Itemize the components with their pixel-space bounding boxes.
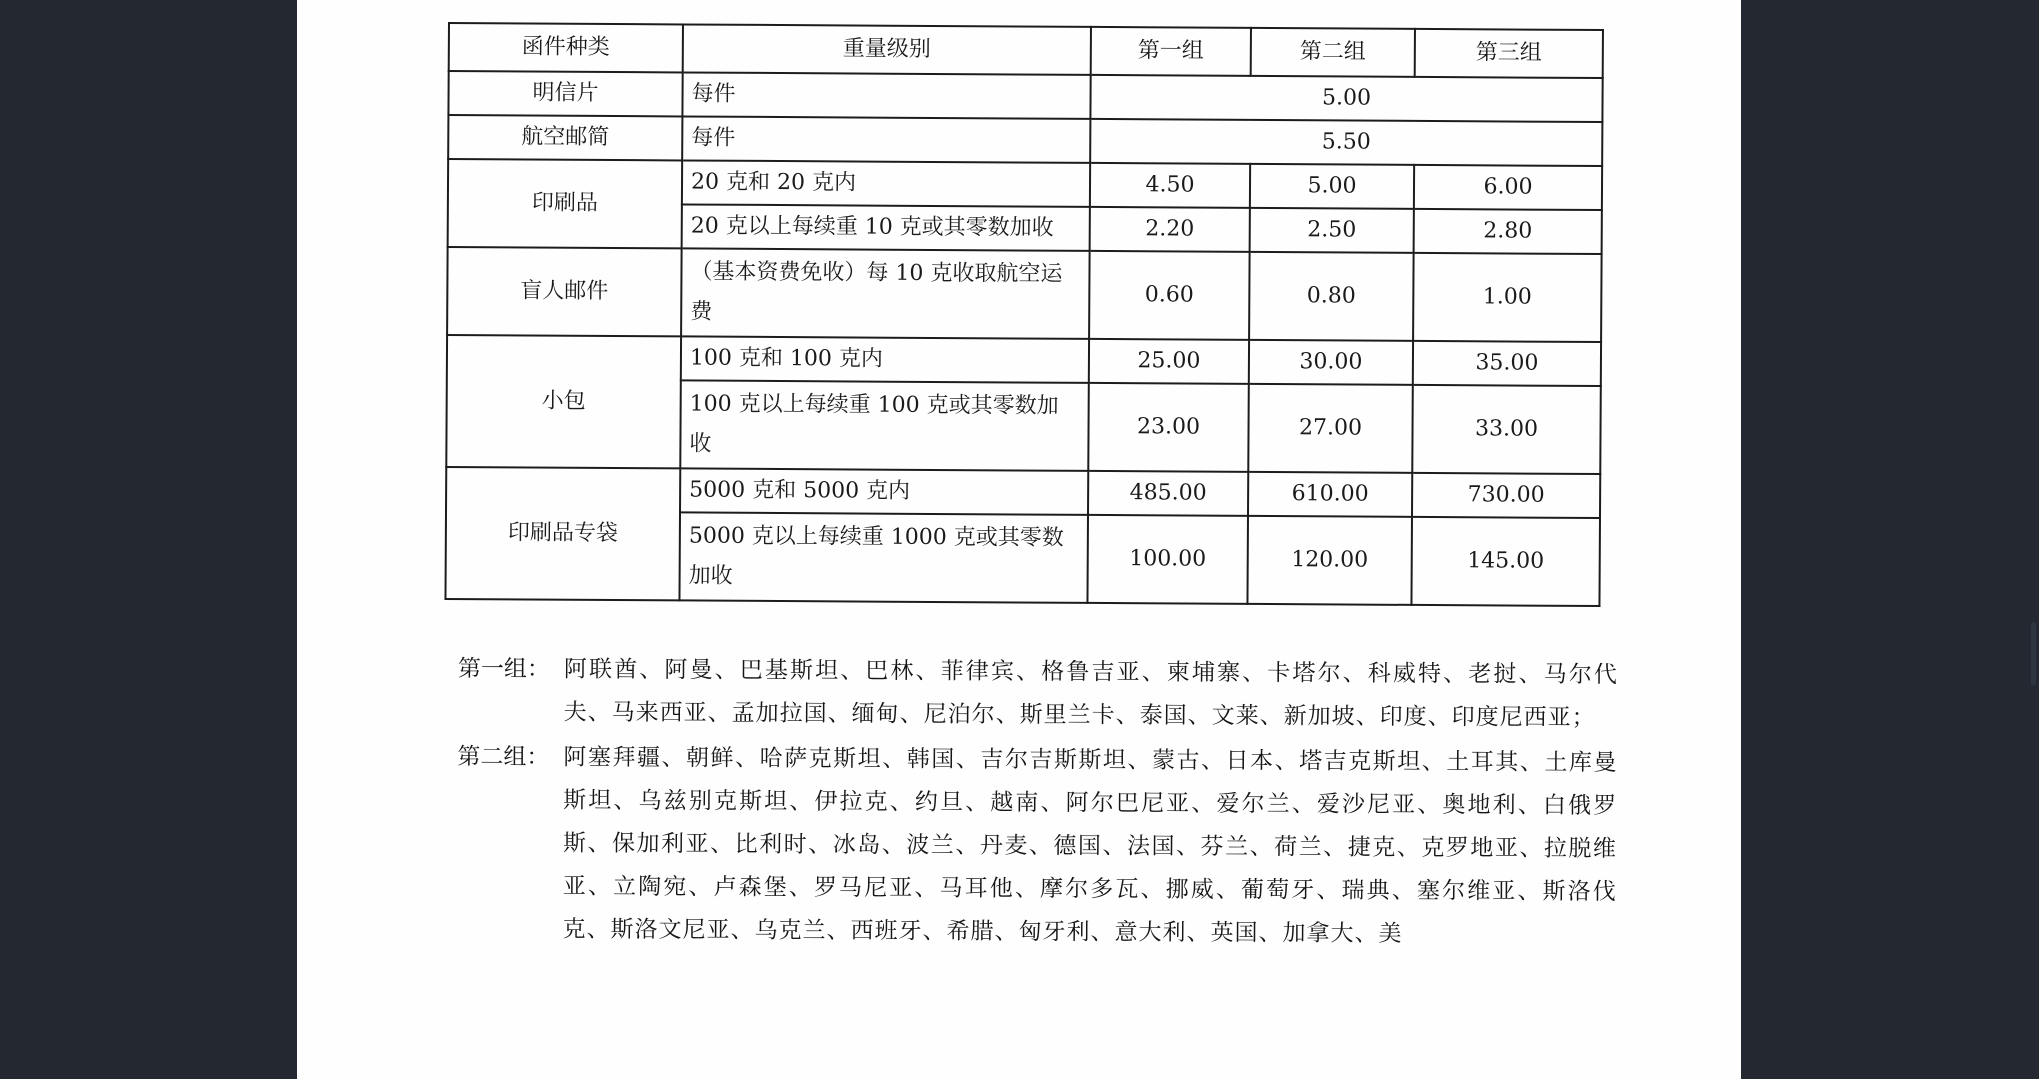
- cell-group-3: 145.00: [1411, 517, 1600, 606]
- cell-type-m-bag: 印刷品专袋: [445, 467, 680, 600]
- cell-group-1: 485.00: [1088, 471, 1248, 516]
- group-1-note: [458, 648, 1618, 740]
- cell-weight: （基本资费免收）每 10 克收取航空运费: [681, 248, 1090, 338]
- cell-flat-rate: 5.50: [1090, 119, 1602, 166]
- group-1-label: 第一组：: [457, 655, 550, 683]
- table-row: [447, 247, 1602, 342]
- table-row: [448, 159, 1602, 210]
- header-group-1: 第一组: [1091, 27, 1251, 76]
- table-row: [447, 335, 1601, 386]
- group-2-countries: 阿塞拜疆、朝鲜、哈萨克斯坦、韩国、吉尔吉斯斯坦、蒙古、日本、塔吉克斯坦、土耳其、土库曼斯坦、乌兹别克斯坦、伊拉克、约旦、越南、阿尔巴尼亚、爱尔兰、爱沙尼亚、奥地利、白俄罗斯、保加利亚、比利时、冰岛、波兰、丹麦、德国、法国、芬兰、荷兰、捷克、克罗地亚、拉脱维亚、立陶宛、卢森堡、罗马尼亚、马耳他、摩尔多瓦、挪威、葡萄牙、瑞典、塞尔维亚、斯洛伐克、斯洛文尼亚、乌克兰、西班牙、希腊、匈牙利、意大利、英国、加拿大、美: [562, 744, 1618, 947]
- cell-group-3: 33.00: [1412, 385, 1601, 474]
- table-row: [448, 71, 1602, 122]
- header-mail-type: 函件种类: [449, 23, 683, 72]
- cell-group-2: 610.00: [1248, 472, 1412, 517]
- cell-group-3: 2.80: [1414, 209, 1602, 254]
- cell-group-1: 23.00: [1088, 383, 1249, 472]
- cell-weight: 100 克以上每续重 100 克或其零数加收: [680, 380, 1089, 470]
- cell-group-1: 2.20: [1090, 207, 1250, 252]
- scrollbar-thumb[interactable]: [2031, 622, 2036, 686]
- group-notes: [456, 648, 1618, 959]
- header-group-2: 第二组: [1251, 28, 1415, 77]
- cell-group-3: 6.00: [1414, 165, 1602, 210]
- group-2-label: 第二组：: [457, 743, 550, 771]
- cell-group-3: 1.00: [1413, 253, 1602, 342]
- cell-group-2: 120.00: [1247, 516, 1412, 605]
- cell-group-1: 25.00: [1089, 339, 1249, 384]
- cell-weight: 20 克和 20 克内: [682, 160, 1090, 206]
- cell-type-small-packet: 小包: [446, 335, 681, 468]
- cell-group-2: 27.00: [1248, 384, 1413, 473]
- table-row: [446, 467, 1600, 518]
- cell-group-2: 2.50: [1250, 208, 1414, 253]
- cell-flat-rate: 5.00: [1090, 75, 1602, 122]
- cell-weight: 每件: [682, 72, 1090, 118]
- cell-type-printed: 印刷品: [448, 159, 683, 248]
- cell-group-1: 0.60: [1089, 251, 1250, 340]
- cell-type-postcard: 明信片: [448, 71, 682, 116]
- header-group-3: 第三组: [1415, 29, 1603, 78]
- cell-type-blind: 盲人邮件: [447, 247, 682, 336]
- postage-rate-table: [444, 22, 1604, 607]
- cell-weight: 100 克和 100 克内: [681, 336, 1089, 382]
- cell-group-2: 0.80: [1249, 252, 1414, 341]
- cell-weight: 每件: [682, 116, 1090, 162]
- cell-group-3: 35.00: [1413, 341, 1601, 386]
- group-1-countries: 阿联酋、阿曼、巴基斯坦、巴林、菲律宾、格鲁吉亚、柬埔寨、卡塔尔、科威特、老挝、马尔代夫、马来西亚、孟加拉国、缅甸、尼泊尔、斯里兰卡、泰国、文莱、新加坡、印度、印度尼西亚；: [563, 656, 1618, 731]
- cell-type-aerogramme: 航空邮简: [448, 115, 682, 160]
- table-row: [448, 115, 1602, 166]
- cell-group-1: 100.00: [1087, 515, 1248, 604]
- cell-group-1: 4.50: [1090, 163, 1250, 208]
- table-header-row: [449, 23, 1603, 78]
- group-2-note: [456, 736, 1617, 957]
- cell-group-2: 5.00: [1250, 164, 1414, 209]
- cell-group-3: 730.00: [1412, 473, 1600, 518]
- cell-weight: 5000 克和 5000 克内: [680, 468, 1088, 514]
- cell-weight: 5000 克以上每续重 1000 克或其零数加收: [679, 512, 1088, 602]
- header-weight-class: 重量级别: [683, 24, 1091, 74]
- cell-weight: 20 克以上每续重 10 克或其零数加收: [682, 204, 1090, 250]
- cell-group-2: 30.00: [1249, 340, 1413, 385]
